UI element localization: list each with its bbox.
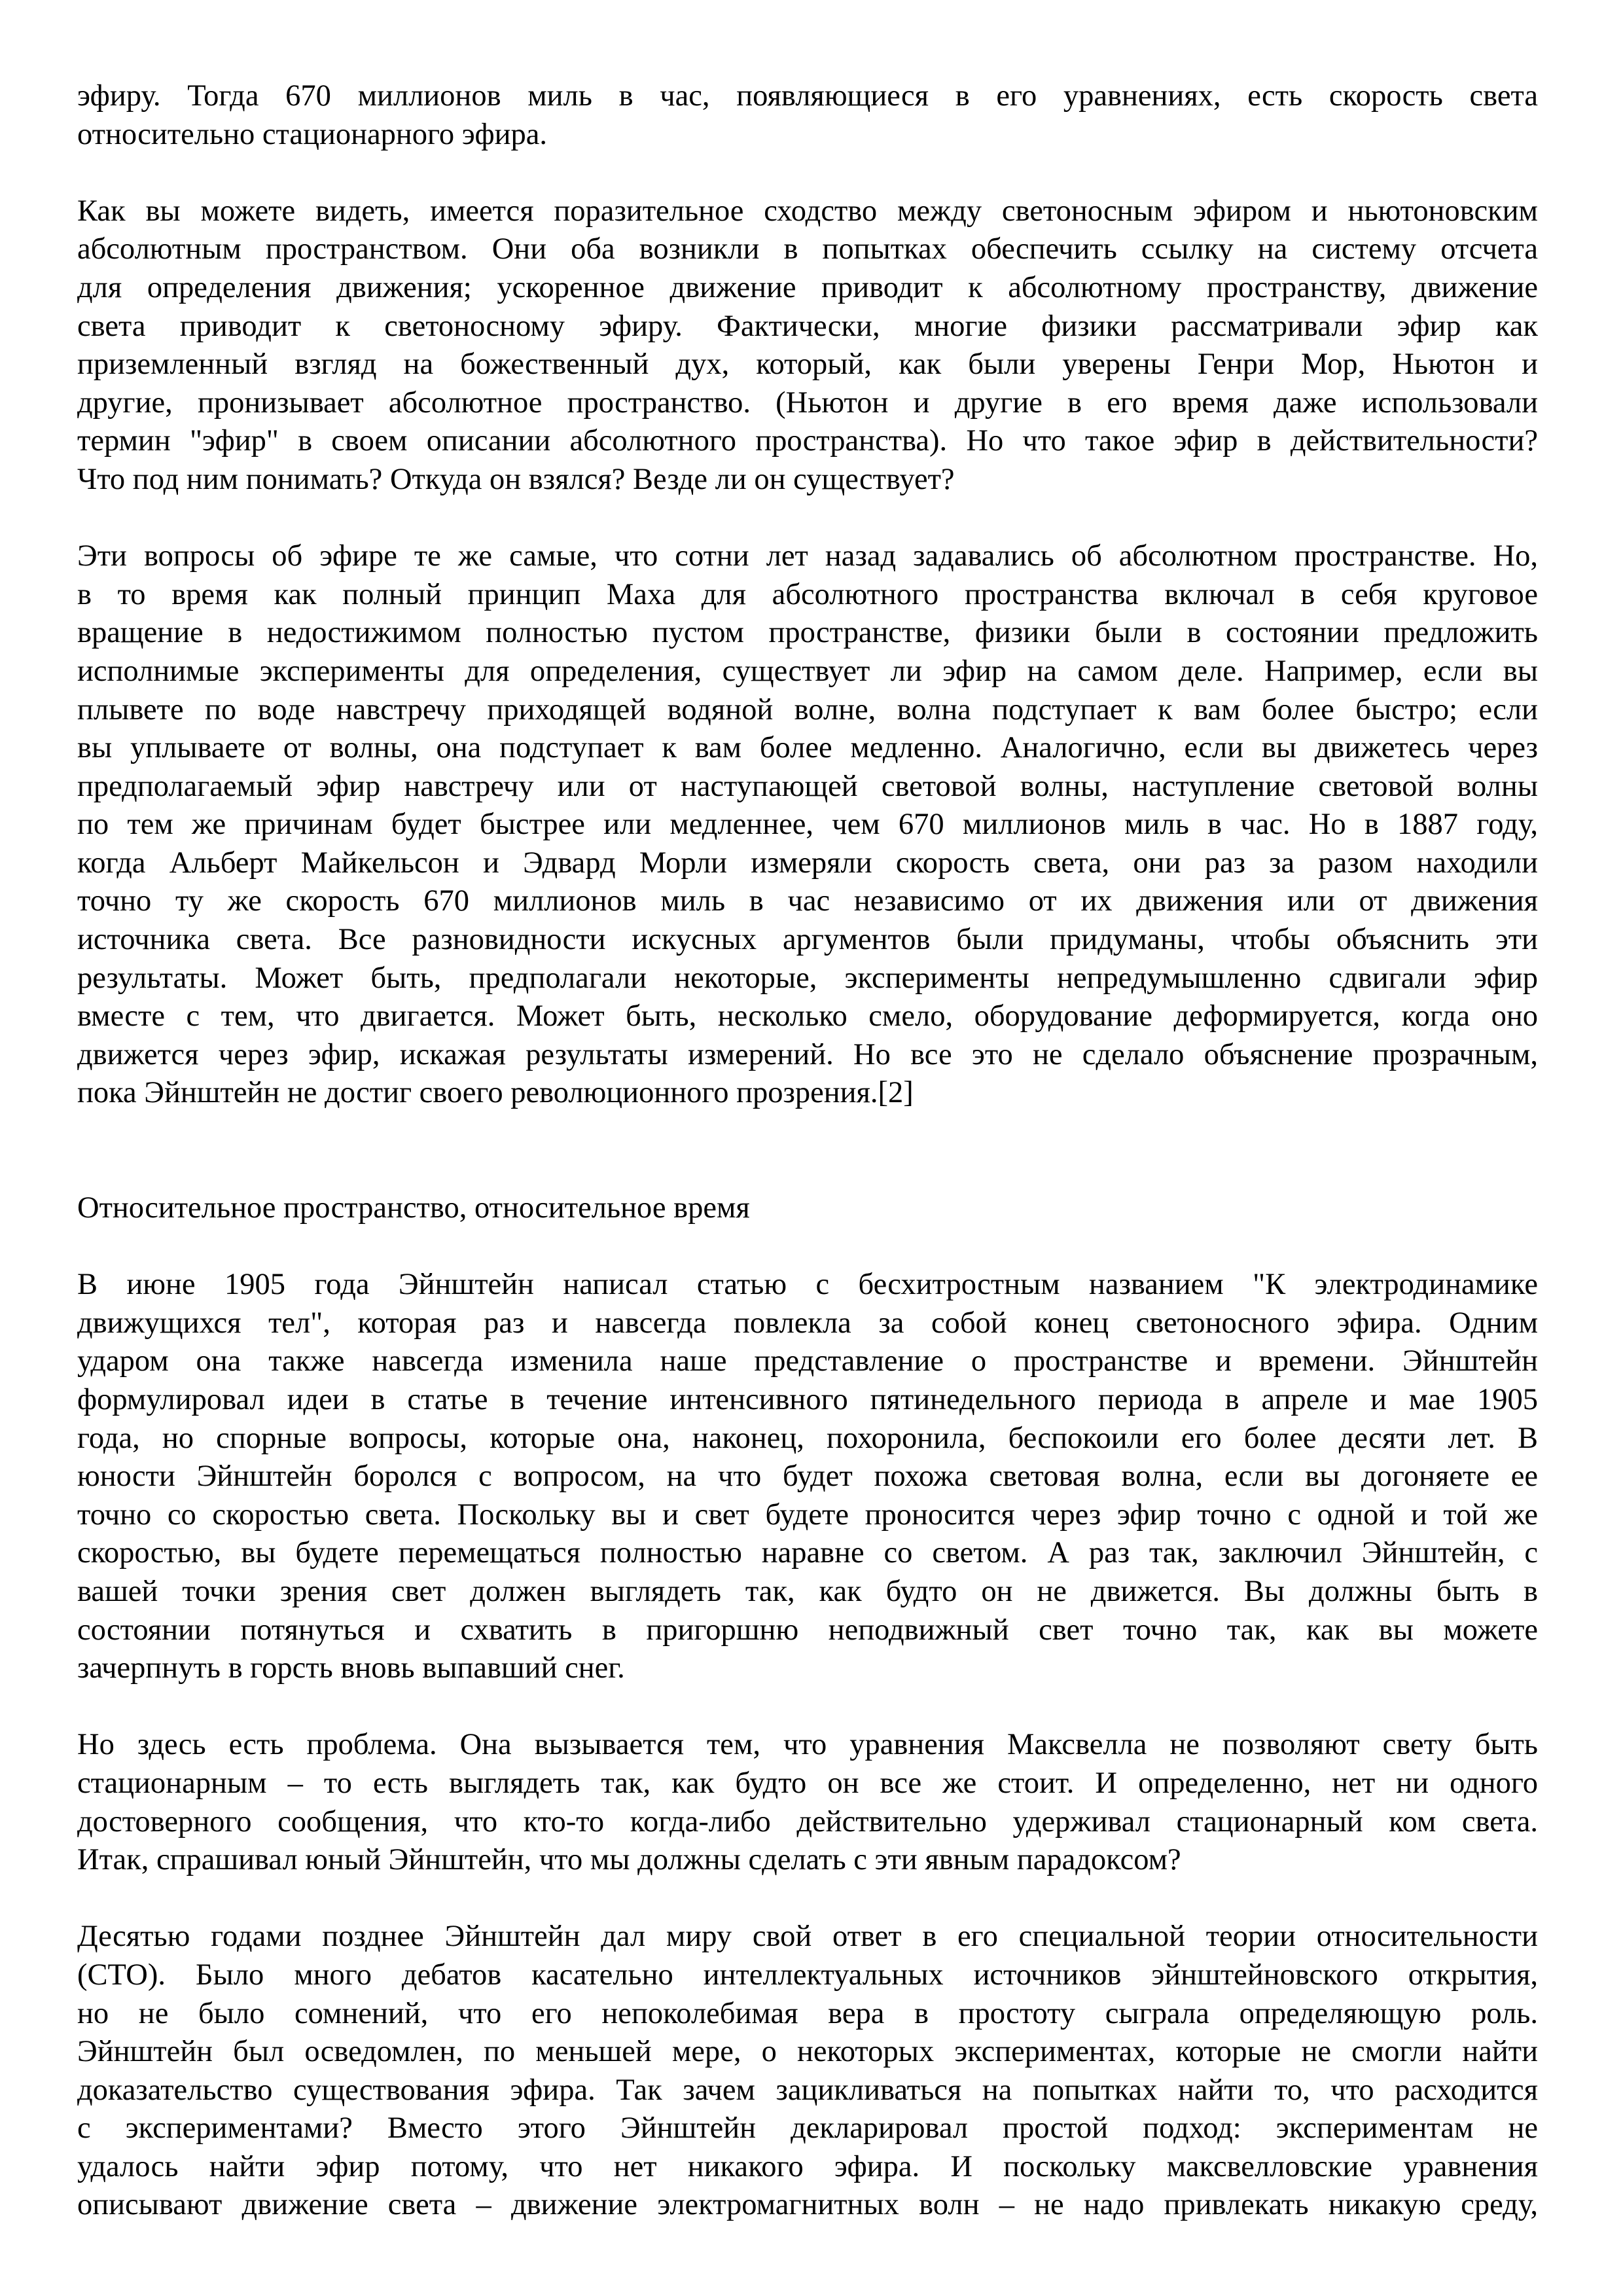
text-line: эфиру. Тогда 670 миллионов миль в час, появляющиеся в его уравнениях, есть скорость света [77, 79, 1538, 113]
text-line: движущихся тел", которая раз и навсегда повлекла за собой конец светоносного эфира. Одним [77, 1306, 1538, 1340]
text-line: результаты. Может быть, предполагали некоторые, эксперименты непредумышленно сдвигали эфир [77, 961, 1538, 995]
text-line: зачерпнуть в горсть вновь выпавший снег. [77, 1651, 625, 1685]
paragraph-spacer [77, 1880, 1538, 1918]
section-spacer [77, 1113, 1538, 1189]
text-line: пока Эйнштейн не достиг своего революционного прозрения.[2] [77, 1076, 914, 1110]
text-line: Что под ним понимать? Откуда он взялся? Везде ли он существует? [77, 462, 955, 496]
text-line: Итак, спрашивал юный Эйнштейн, что мы должны сделать с эти явным парадоксом? [77, 1843, 1181, 1877]
paragraph-2 [77, 192, 1538, 499]
text-line: приземленный взгляд на божественный дух, который, как были уверены Генри Мор, Ньютон и [77, 348, 1538, 382]
text-line: света приводит к светоносному эфиру. Фактически, многие физики рассматривали эфир как [77, 309, 1538, 343]
text-line: описывают движение света – движение электромагнитных волн – не надо привлекать никакую среду, [77, 2188, 1538, 2222]
text-line: (СТО). Было много дебатов касательно интеллектуальных источников эйнштейновского открытия, [77, 1958, 1538, 1992]
paragraph-spacer [77, 1228, 1538, 1266]
paragraph-spacer [77, 499, 1538, 538]
text-line: с экспериментами? Вместо этого Эйнштейн декларировал простой подход: экспериментам не [77, 2111, 1538, 2145]
paragraph-3 [77, 537, 1538, 1113]
text-line: удалось найти эфир потому, что нет никакого эфира. И поскольку максвелловские уравнения [77, 2149, 1538, 2183]
text-line: источника света. Все разновидности искусных аргументов были придуманы, чтобы объяснить эти [77, 923, 1538, 957]
paragraph-1 [77, 77, 1538, 154]
text-line: Но здесь есть проблема. Она вызывается тем, что уравнения Максвелла не позволяют свету быть [77, 1728, 1538, 1762]
text-line: плывете по воде навстречу приходящей водяной волне, волна подступает к вам более быстро; если [77, 692, 1538, 726]
text-line: движется через эфир, искажая результаты измерений. Но все это не сделало объяснение прозрачным, [77, 1037, 1538, 1071]
text-line: когда Альберт Майкельсон и Эдвард Морли измеряли скорость света, они раз за разом находили [77, 846, 1538, 880]
paragraph-6 [77, 1918, 1538, 2225]
text-line: Эйнштейн был осведомлен, по меньшей мере, о некоторых экспериментах, которые не смогли найти [77, 2035, 1538, 2069]
text-line: абсолютным пространством. Они оба возникли в попытках обеспечить ссылку на систему отсчета [77, 232, 1538, 266]
text-line: скоростью, вы будете перемещаться полностью наравне со светом. А раз так, заключил Эйнштейн, с [77, 1536, 1538, 1570]
text-line: вместе с тем, что двигается. Может быть, несколько смело, оборудование деформируется, когда оно [77, 999, 1538, 1033]
text-line: по тем же причинам будет быстрее или медленнее, чем 670 миллионов миль в час. Но в 1887 году, [77, 808, 1538, 842]
text-line: для определения движения; ускоренное движение приводит к абсолютному пространству, движение [77, 270, 1538, 304]
text-line: состоянии потянуться и схватить в пригоршню неподвижный свет точно так, как вы можете [77, 1613, 1538, 1647]
text-line: вращение в недостижимом полностью пустом пространстве, физики были в состоянии предложить [77, 616, 1538, 650]
text-line: точно со скоростью света. Поскольку вы и свет будете проносится через эфир точно с одной и той же [77, 1498, 1538, 1532]
paragraph-5 [77, 1726, 1538, 1879]
text-line: вы уплываете от волны, она подступает к вам более медленно. Аналогично, если вы движетесь через [77, 731, 1538, 765]
text-line: но не было сомнений, что его непоколебимая вера в простоту сыграла определяющую роль. [77, 1996, 1538, 2030]
text-line: Как вы можете видеть, имеется поразительное сходство между светоносным эфиром и ньютоновским [77, 194, 1538, 228]
text-line: формулировал идеи в статье в течение интенсивного пятинедельного периода в апреле и мае 1905 [77, 1383, 1538, 1416]
text-line: в то время как полный принцип Маха для абсолютного пространства включал в себя круговое [77, 577, 1538, 611]
text-line: Эти вопросы об эфире те же самые, что сотни лет назад задавались об абсолютном пространстве. Но, [77, 539, 1538, 573]
text-line: вашей точки зрения свет должен выглядеть так, как будто он не движется. Вы должны быть в [77, 1574, 1538, 1608]
text-line: доказательство существования эфира. Так зачем зацикливаться на попытках найти то, что расходится [77, 2073, 1538, 2107]
text-line: ударом она также навсегда изменила наше представление о пространстве и времени. Эйнштейн [77, 1344, 1538, 1378]
document-page [77, 77, 1538, 2225]
text-line: относительно стационарного эфира. [77, 117, 548, 151]
text-line: стационарным – то есть выглядеть так, как будто он все же стоит. И определенно, нет ни одного [77, 1766, 1538, 1800]
text-line: другие, пронизывает абсолютное пространство. (Ньютон и другие в его время даже использовали [77, 386, 1538, 420]
text-line: Десятью годами позднее Эйнштейн дал миру свой ответ в его специальной теории относительности [77, 1920, 1538, 1954]
text-line: термин "эфир" в своем описании абсолютного пространства). Но что такое эфир в действительности? [77, 424, 1538, 458]
text-line: юности Эйнштейн боролся с вопросом, на что будет похожа световая волна, если вы догоняете ее [77, 1460, 1538, 1494]
paragraph-4 [77, 1266, 1538, 1688]
text-line: исполнимые эксперименты для определения, существует ли эфир на самом деле. Например, если вы [77, 654, 1538, 688]
text-line: достоверного сообщения, что кто-то когда-либо действительно удерживал стационарный ком света. [77, 1804, 1538, 1839]
text-line: В июне 1905 года Эйнштейн написал статью с бесхитростным названием "К электродинамике [77, 1268, 1538, 1302]
text-line: года, но спорные вопросы, которые она, наконец, похоронила, беспокоили его более десяти лет. В [77, 1421, 1538, 1455]
paragraph-spacer [77, 1688, 1538, 1727]
text-line: точно ту же скорость 670 миллионов миль в час независимо от их движения или от движения [77, 884, 1538, 918]
section-heading: Относительное пространство, относительное время [77, 1191, 750, 1225]
text-line: предполагаемый эфир навстречу или от наступающей световой волны, наступление световой волны [77, 769, 1538, 803]
paragraph-spacer [77, 154, 1538, 192]
